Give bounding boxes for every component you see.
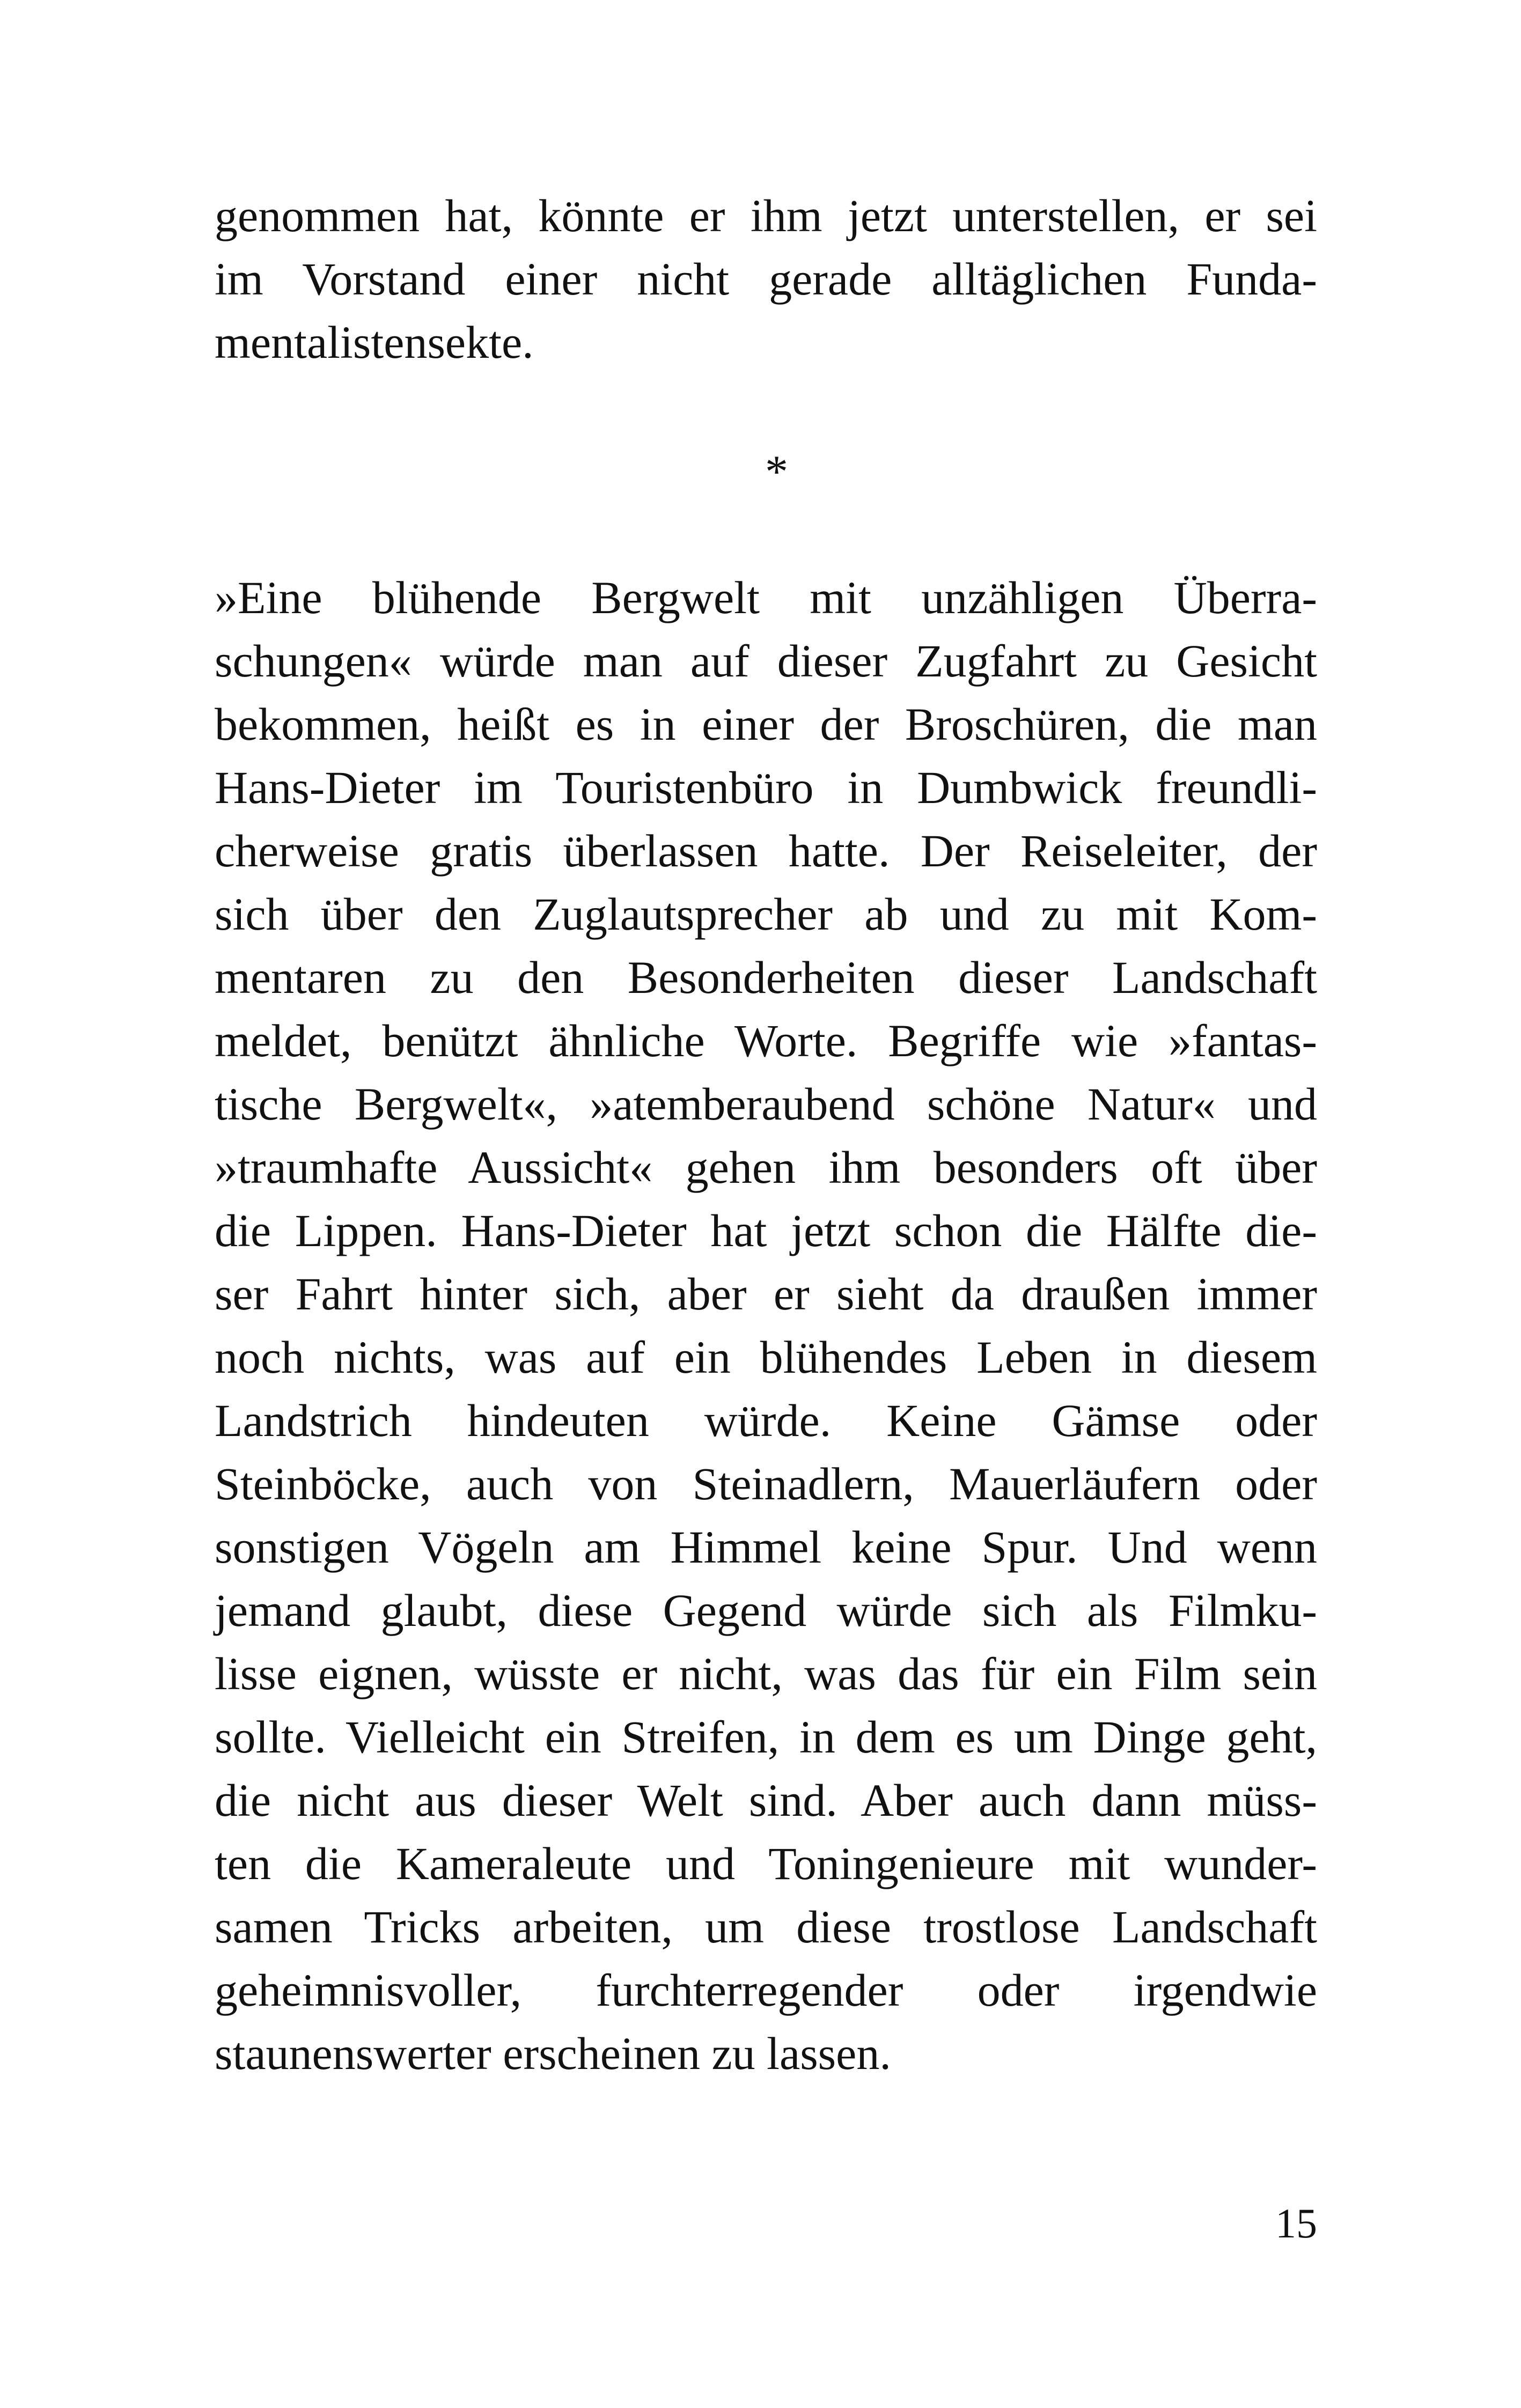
text-line: jemand glaubt, diese Gegend würde sich als Filmku-: [215, 1585, 1317, 1636]
text-line: mentaren zu den Besonderheiten dieser Landschaft: [215, 952, 1317, 1003]
text-line: »Eine blühende Bergwelt mit unzähligen Überra-: [215, 572, 1317, 623]
text-line: ten die Kameraleute und Toningenieure mit wunder-: [215, 1838, 1317, 1889]
text-line: bekommen, heißt es in einer der Broschüren, die man: [215, 698, 1317, 750]
text-line: geheimnisvoller, furchterregender oder irgendwie: [215, 1964, 1317, 2016]
text-line: sich über den Zuglautsprecher ab und zu mit Kom-: [215, 888, 1317, 940]
text-line: schungen« würde man auf dieser Zugfahrt zu Gesicht: [215, 635, 1317, 687]
text-line: cherweise gratis überlassen hatte. Der Reiseleiter, der: [215, 825, 1317, 877]
text-line: ser Fahrt hinter sich, aber er sieht da draußen immer: [215, 1268, 1317, 1320]
text-line: mentalistensekte.: [215, 316, 534, 368]
paragraph-main: [215, 566, 1317, 2085]
text-line: lisse eignen, wüsste er nicht, was das für ein Film sein: [215, 1648, 1317, 1699]
text-line: die nicht aus dieser Welt sind. Aber auch dann müss-: [215, 1774, 1317, 1826]
text-line: noch nichts, was auf ein blühendes Leben in diesem: [215, 1331, 1317, 1383]
text-line: im Vorstand einer nicht gerade alltäglichen Funda-: [215, 253, 1317, 305]
text-line: sonstigen Vögeln am Himmel keine Spur. Und wenn: [215, 1521, 1317, 1573]
text-line: »traumhafte Aussicht« gehen ihm besonders oft über: [215, 1142, 1317, 1193]
paragraph-continuation: [215, 184, 1317, 374]
text-line: Steinböcke, auch von Steinadlern, Mauerläufern oder: [215, 1458, 1317, 1509]
text-line: samen Tricks arbeiten, um diese trostlose Landschaft: [215, 1901, 1317, 1953]
text-line: sollte. Vielleicht ein Streifen, in dem es um Dinge geht,: [215, 1711, 1317, 1763]
text-line: Landstrich hindeuten würde. Keine Gämse oder: [215, 1395, 1317, 1446]
text-line: tische Bergwelt«, »atemberaubend schöne Natur« und: [215, 1078, 1317, 1130]
page-number: 15: [1275, 2200, 1317, 2247]
section-separator: *: [765, 446, 788, 497]
text-line: meldet, benützt ähnliche Worte. Begriffe wie »fantas-: [215, 1015, 1317, 1066]
text-line: Hans-Dieter im Touristenbüro in Dumbwick freundli-: [215, 762, 1317, 813]
text-line: staunenswerter erscheinen zu lassen.: [215, 2028, 891, 2079]
text-line: genommen hat, könnte er ihm jetzt unterstellen, er sei: [215, 190, 1317, 241]
text-line: die Lippen. Hans-Dieter hat jetzt schon die Hälfte die-: [215, 1205, 1317, 1256]
